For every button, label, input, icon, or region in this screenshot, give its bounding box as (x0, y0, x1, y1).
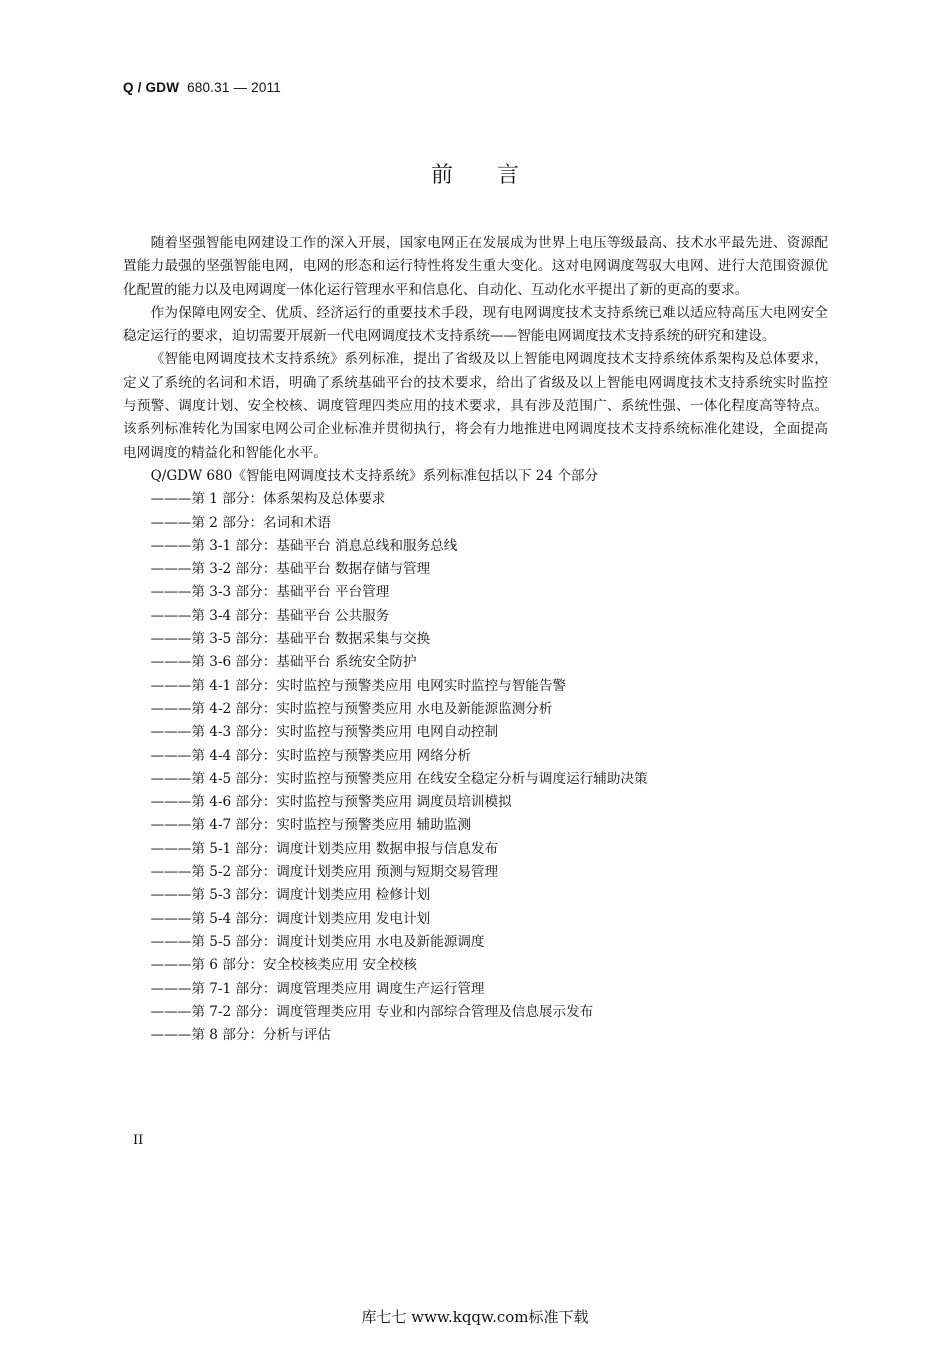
list-item: ———第 5-5 部分：调度计划类应用 水电及新能源调度 (150, 933, 485, 950)
page-number: II (133, 1133, 144, 1148)
list-item: ———第 4-4 部分：实时监控与预警类应用 网络分析 (150, 747, 471, 764)
list-item: ———第 4-5 部分：实时监控与预警类应用 在线安全稳定分析与调度运行辅助决策 (150, 770, 648, 787)
page-title: 前言 (430, 163, 563, 188)
document-code (123, 80, 281, 95)
list-item: ———第 7-1 部分：调度管理类应用 调度生产运行管理 (150, 980, 485, 997)
list-item: ———第 5-1 部分：调度计划类应用 数据申报与信息发布 (150, 840, 499, 857)
code-prefix: Q / GDW (123, 80, 180, 95)
list-item: ———第 7-2 部分：调度管理类应用 专业和内部综合管理及信息展示发布 (150, 1003, 594, 1020)
paragraph-parts-intro: Q/GDW 680《智能电网调度技术支持系统》系列标准包括以下 24 个部分 (150, 467, 599, 484)
list-item: ———第 8 部分：分析与评估 (150, 1027, 332, 1044)
list-item: ———第 4-3 部分：实时监控与预警类应用 电网自动控制 (150, 724, 499, 741)
document-body (123, 232, 828, 1047)
list-item: ———第 3-4 部分：基础平台 公共服务 (150, 607, 390, 624)
list-item: ———第 6 部分：安全校核类应用 安全校核 (150, 957, 417, 974)
list-item: ———第 1 部分：体系架构及总体要求 (150, 491, 386, 508)
list-item: ———第 3-6 部分：基础平台 系统安全防护 (150, 654, 417, 671)
list-item: ———第 3-5 部分：基础平台 数据采集与交换 (150, 631, 431, 648)
list-item: ———第 4-7 部分：实时监控与预警类应用 辅助监测 (150, 817, 471, 834)
list-item: ———第 3-2 部分：基础平台 数据存储与管理 (150, 561, 431, 578)
footer-watermark: 库七七 www.kqqw.com标准下载 (361, 1308, 589, 1326)
code-number: 680.31 — 2011 (187, 80, 281, 95)
list-item: ———第 5-4 部分：调度计划类应用 发电计划 (150, 910, 431, 927)
paragraph-intro: 随着坚强智能电网建设工作的深入开展，国家电网正在发展成为世界上电压等级最高、技术水平最先进、资源配置能力最强的坚强智能电网，电网的形态和运行特性将发生重大变化。这对电网调度驾驭大电网、进行大范围资源优化配置的能力以及电网调度一体化运行管理水平和信息化、自动化、互动化水平提出了新的更高的要求。 (123, 235, 828, 298)
list-item: ———第 4-1 部分：实时监控与预警类应用 电网实时监控与智能告警 (150, 677, 567, 694)
list-item: ———第 3-1 部分：基础平台 消息总线和服务总线 (150, 537, 458, 554)
parts-list (123, 488, 828, 1047)
paragraph-series: 《智能电网调度技术支持系统》系列标准，提出了省级及以上智能电网调度技术支持系统体系架构及总体要求，定义了系统的名词和术语，明确了系统基础平台的技术要求，给出了省级及以上智能电网调度技术支持系统实时监控与预警、调度计划、安全校核、调度管理四类应用的技术要求，具有涉及范围广、系统性强、一体化程度高等特点。该系列标准转化为国家电网公司企业标准并贯彻执行，将会有力地推进电网调度技术支持系统标准化建设，全面提高电网调度的精益化和智能化水平。 (123, 351, 828, 461)
list-item: ———第 2 部分：名词和术语 (150, 514, 332, 531)
list-item: ———第 5-2 部分：调度计划类应用 预测与短期交易管理 (150, 864, 499, 881)
list-item: ———第 4-6 部分：实时监控与预警类应用 调度员培训模拟 (150, 794, 512, 811)
paragraph-means: 作为保障电网安全、优质、经济运行的重要技术手段，现有电网调度技术支持系统已难以适应特高压大电网安全稳定运行的要求，迫切需要开展新一代电网调度技术支持系统——智能电网调度技术支持系统的研究和建设。 (123, 304, 828, 345)
list-item: ———第 5-3 部分：调度计划类应用 检修计划 (150, 887, 431, 904)
list-item: ———第 3-3 部分：基础平台 平台管理 (150, 584, 390, 601)
list-item: ———第 4-2 部分：实时监控与预警类应用 水电及新能源监测分析 (150, 700, 553, 717)
